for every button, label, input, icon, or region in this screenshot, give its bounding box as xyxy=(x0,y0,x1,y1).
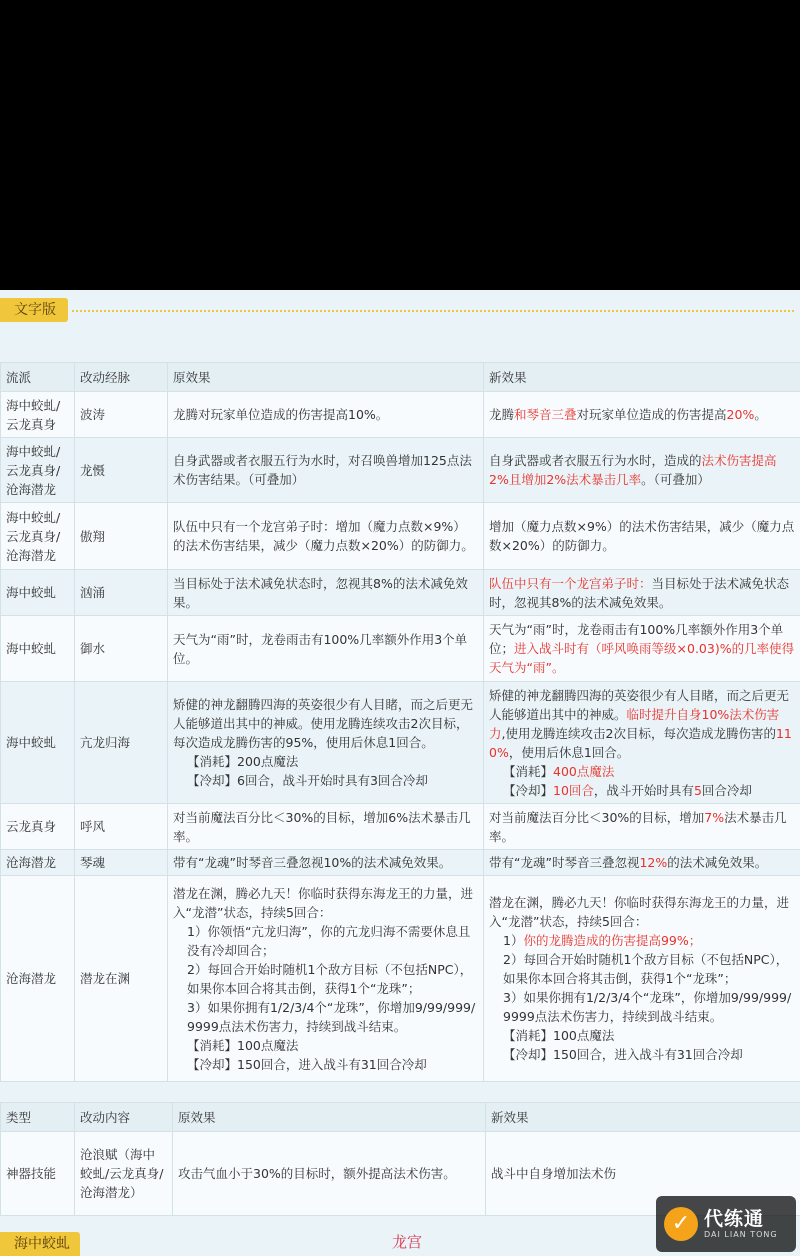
effect-text: 【冷却】 xyxy=(503,782,554,798)
school-cell: 海中蛟虬 xyxy=(1,682,75,804)
new-point-2: 2）每回合开始时随机1个敌方目标（不包括NPC），如果你本回合将其击倒，获得1个“龙珠”； xyxy=(503,952,789,986)
new-effect-cell xyxy=(484,804,800,850)
effect-text: 。 xyxy=(754,407,767,422)
effect-text: 【消耗】 xyxy=(503,763,554,779)
meridian-cell: 亢龙归海 xyxy=(75,682,168,804)
new-cost xyxy=(489,762,795,781)
old-cost: 【消耗】200点魔法 xyxy=(187,754,299,769)
meridian-cell: 龙慑 xyxy=(75,438,168,503)
highlight-text: 400点魔法 xyxy=(553,763,615,779)
old-effect-cell: 队伍中只有一个龙宫弟子时：增加（魔力点数×9%）的法术伤害结果，减少（魔力点数×20%）的防御力。 xyxy=(168,503,484,570)
school-cell: 云龙真身 xyxy=(1,804,75,850)
header-cell: 原效果 xyxy=(173,1103,486,1132)
new-effect-text xyxy=(489,686,795,762)
new-effect-cell xyxy=(484,616,800,682)
highlight-text: 进入战斗时有（呼风唤雨等级×0.03)%的几率使得天气为“雨”。 xyxy=(489,641,795,675)
effect-text: ，使用后休息1回合。 xyxy=(508,744,630,760)
meridian-cell: 潜龙在渊 xyxy=(75,876,168,1082)
header-cell: 原效果 xyxy=(168,363,484,392)
meridian-table xyxy=(0,362,800,1082)
school-cell: 海中蛟虬/云龙真身 xyxy=(1,392,75,438)
effect-text: 的法术减免效果。 xyxy=(667,855,768,870)
old-effect-text: 潜龙在渊，腾必九天！你临时获得东海龙王的力量，进入“龙潜”状态，持续5回合： xyxy=(173,885,474,920)
new-effect-cell xyxy=(484,850,800,876)
logo-text xyxy=(704,1208,778,1240)
effect-text: 法术暴击几率。 xyxy=(489,809,787,844)
effect-text: 。（可叠加） xyxy=(641,472,710,487)
old-effect-cell: 龙腾对玩家单位造成的伤害提高10%。 xyxy=(168,392,484,438)
old-effect-cell xyxy=(168,876,484,1082)
new-effect-cell xyxy=(484,570,800,616)
table-row xyxy=(1,876,800,1082)
meridian-cell: 波涛 xyxy=(75,392,168,438)
new-effect-cell xyxy=(484,876,800,1082)
logo-subtitle: DAI LIAN TONG xyxy=(704,1230,778,1239)
highlight-text: 临时提升自身10%法术伤害力 xyxy=(489,706,780,741)
school-cell: 沧海潜龙 xyxy=(1,876,75,1082)
logo-name: 代练通 xyxy=(704,1208,765,1230)
type-cell: 神器技能 xyxy=(1,1132,75,1216)
old-effect-cell: 攻击气血小于30%的目标时，额外提高法术伤害。 xyxy=(173,1132,486,1216)
effect-text: 增加（魔力点数×9%）的法术伤害结果，减少（魔力点数×20%）的防御力。 xyxy=(489,519,795,553)
old-effect-cell: 自身武器或者衣服五行为水时，对召唤兽增加125点法术伤害结果。（可叠加） xyxy=(168,438,484,503)
school-label: 海中蛟虬 xyxy=(0,1232,80,1256)
new-cooldown: 【冷却】150回合，进入战斗有31回合冷却 xyxy=(503,1047,743,1062)
header-cell: 改动内容 xyxy=(75,1103,173,1132)
highlight-text: 20% xyxy=(726,407,755,422)
table-row xyxy=(1,682,800,804)
old-effect-text: 矫健的神龙翻腾四海的英姿很少有人目睹，而之后更无人能够道出其中的神威。使用龙腾连续攻击2次目标，每次造成龙腾伤害的95%，使用后休息1回合。 xyxy=(173,697,474,750)
effect-text: ,使用龙腾连续攻击2次目标，每次造成龙腾伤害的 xyxy=(501,725,776,741)
sect-title: 龙宫 xyxy=(392,1233,423,1251)
table-header-row xyxy=(1,363,800,392)
table-row xyxy=(1,503,800,570)
content-panel xyxy=(0,290,800,1256)
school-cell: 海中蛟虬/云龙真身/沧海潜龙 xyxy=(1,438,75,503)
table-header-row xyxy=(1,1103,800,1132)
highlight-text: 5 xyxy=(693,782,702,798)
highlight-text: 队伍中只有一个龙宫弟子时： xyxy=(489,575,652,591)
old-point-1: 1）你领悟“亢龙归海”，你的亢龙归海不需要休息且没有冷却回合； xyxy=(187,923,471,958)
old-cooldown: 【冷却】150回合，进入战斗有31回合冷却 xyxy=(187,1056,427,1072)
new-effect-text: 潜龙在渊，腾必九天！你临时获得东海龙王的力量，进入“龙潜”状态，持续5回合： xyxy=(489,895,790,929)
highlight-text: 你的龙腾造成的伤害提高99%； xyxy=(523,933,702,948)
highlight-text: 7% xyxy=(704,809,725,825)
effect-text: 当目标处于法术减免状态时，忽视其8%的法术减免效果。 xyxy=(489,575,790,610)
meridian-cell: 傲翔 xyxy=(75,503,168,570)
old-cooldown: 【冷却】6回合，战斗开始时具有3回合冷却 xyxy=(187,773,428,788)
content-cell: 沧浪赋（海中蛟虬/云龙真身/沧海潜龙） xyxy=(75,1132,173,1216)
table-row xyxy=(1,804,800,850)
table-row xyxy=(1,438,800,503)
table-row xyxy=(1,392,800,438)
new-effect-cell: 战斗中自身增加法术伤 xyxy=(486,1132,800,1216)
header-cell: 新效果 xyxy=(484,363,800,392)
meridian-cell: 御水 xyxy=(75,616,168,682)
highlight-text: 和琴音三叠 xyxy=(514,407,577,422)
table-row xyxy=(1,570,800,616)
school-cell: 海中蛟虬 xyxy=(1,616,75,682)
header-cell: 新效果 xyxy=(486,1103,800,1132)
effect-text: 矫健的神龙翻腾四海的英姿很少有人目睹，而之后更无人能够道出其中的神威。 xyxy=(489,687,790,722)
dotted-divider xyxy=(72,310,794,312)
old-point-3: 3）如果你拥有1/2/3/4个“龙珠”，你增加9/99/999/9999点法术伤害力，持续到战斗结束。 xyxy=(187,999,476,1034)
school-cell: 海中蛟虬 xyxy=(1,570,75,616)
meridian-cell: 汹涌 xyxy=(75,570,168,616)
new-point-1 xyxy=(489,931,795,950)
old-effect-cell xyxy=(168,682,484,804)
effect-text: 自身武器或者衣服五行为水时，造成的 xyxy=(489,453,702,468)
meridian-cell: 呼风 xyxy=(75,804,168,850)
school-cell: 沧海潜龙 xyxy=(1,850,75,876)
watermark-logo xyxy=(656,1196,796,1252)
highlight-text: 12% xyxy=(639,855,668,870)
old-point-2: 2）每回合开始时随机1个敌方目标（不包括NPC），如果你本回合将其击倒，获得1个“龙珠”； xyxy=(187,961,473,996)
new-effect-cell xyxy=(484,392,800,438)
effect-text: 带有“龙魂”时琴音三叠忽视 xyxy=(489,855,640,870)
header-cell: 流派 xyxy=(1,363,75,392)
effect-text: 1） xyxy=(503,933,524,948)
old-effect-cell: 天气为“雨”时，龙卷雨击有100%几率额外作用3个单位。 xyxy=(168,616,484,682)
new-point-3: 3）如果你拥有1/2/3/4个“龙珠”，你增加9/99/999/9999点法术伤害力，持续到战斗结束。 xyxy=(503,990,792,1024)
header-cell: 类型 xyxy=(1,1103,75,1132)
effect-text: ，战斗开始时具有 xyxy=(593,782,694,798)
effect-text: 对当前魔法百分比＜30%的目标，增加 xyxy=(489,809,705,825)
old-effect-cell: 对当前魔法百分比＜30%的目标，增加6%法术暴击几率。 xyxy=(168,804,484,850)
effect-text: 对玩家单位造成的伤害提高 xyxy=(576,407,727,422)
old-effect-cell: 带有“龙魂”时琴音三叠忽视10%的法术减免效果。 xyxy=(168,850,484,876)
table-row xyxy=(1,850,800,876)
effect-text: 天气为“雨”时，龙卷雨击有100%几率额外作用3个单位； xyxy=(489,622,784,656)
old-cost: 【消耗】100点魔法 xyxy=(187,1037,299,1053)
effect-text: 回合冷却 xyxy=(701,782,752,798)
new-effect-cell xyxy=(484,438,800,503)
new-cost: 【消耗】100点魔法 xyxy=(503,1028,615,1043)
section-label: 文字版 xyxy=(0,298,68,322)
new-effect-cell xyxy=(484,503,800,570)
highlight-text: 110% xyxy=(489,725,792,760)
check-icon: ✓ xyxy=(664,1207,698,1241)
header-cell: 改动经脉 xyxy=(75,363,168,392)
old-effect-cell: 当目标处于法术减免状态时，忽视其8%的法术减免效果。 xyxy=(168,570,484,616)
meridian-cell: 琴魂 xyxy=(75,850,168,876)
new-cooldown xyxy=(489,781,795,800)
new-effect-cell xyxy=(484,682,800,804)
table-row xyxy=(1,616,800,682)
highlight-text: 10回合 xyxy=(553,782,594,798)
effect-text: 龙腾 xyxy=(489,407,515,422)
school-cell: 海中蛟虬/云龙真身/沧海潜龙 xyxy=(1,503,75,570)
highlight-text: 法术伤害提高2%且增加2%法术暴击几率 xyxy=(489,453,777,487)
